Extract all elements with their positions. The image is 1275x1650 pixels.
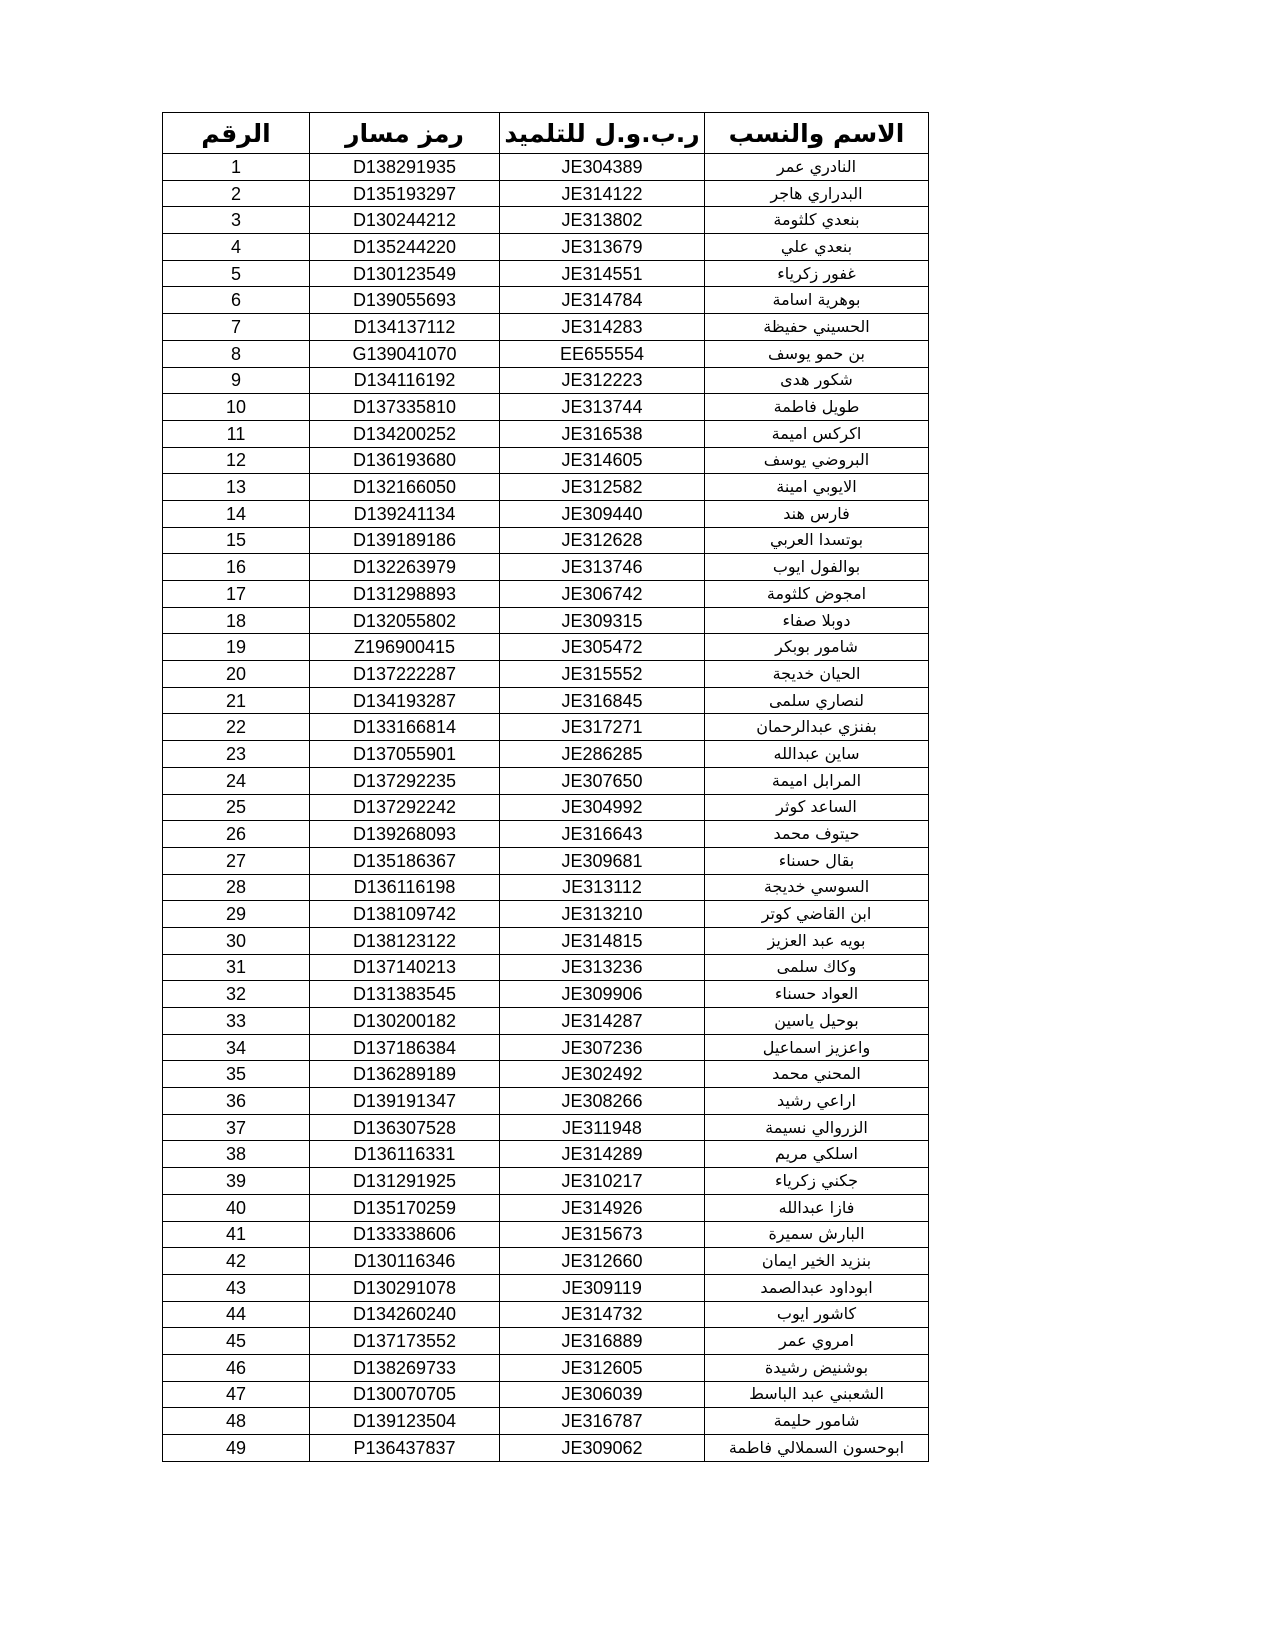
table-row [163, 581, 929, 608]
full-name-cell: الشعبني عبد الباسط [705, 1381, 929, 1408]
row-number-cell: 38 [163, 1141, 310, 1168]
row-number-cell: 8 [163, 340, 310, 367]
row-number-cell: 11 [163, 420, 310, 447]
massar-code-cell: D132166050 [310, 474, 500, 501]
full-name-cell: ساين عبدالله [705, 741, 929, 768]
table-row [163, 927, 929, 954]
table-row [163, 901, 929, 928]
student-id-cell: EE655554 [500, 340, 705, 367]
row-number-cell: 48 [163, 1408, 310, 1435]
massar-code-cell: D138291935 [310, 154, 500, 181]
massar-code-cell: D136193680 [310, 447, 500, 474]
row-number-cell: 14 [163, 500, 310, 527]
row-number-cell: 16 [163, 554, 310, 581]
massar-code-cell: D130116346 [310, 1248, 500, 1275]
massar-code-cell: D137292242 [310, 794, 500, 821]
student-id-cell: JE305472 [500, 634, 705, 661]
student-id-cell: JE313210 [500, 901, 705, 928]
table-row [163, 1274, 929, 1301]
full-name-cell: طويل فاطمة [705, 394, 929, 421]
full-name-cell: وكاك سلمى [705, 954, 929, 981]
row-number-cell: 44 [163, 1301, 310, 1328]
full-name-cell: شامور حليمة [705, 1408, 929, 1435]
full-name-cell: غفور زكرياء [705, 260, 929, 287]
full-name-cell: امروي عمر [705, 1328, 929, 1355]
full-name-cell: جكني زكرياء [705, 1168, 929, 1195]
full-name-cell: اراعي رشيد [705, 1088, 929, 1115]
student-id-cell: JE310217 [500, 1168, 705, 1195]
student-id-cell: JE313802 [500, 207, 705, 234]
full-name-cell: ابوحسون السملالي فاطمة [705, 1435, 929, 1462]
massar-code-cell: D138269733 [310, 1354, 500, 1381]
massar-code-cell: P136437837 [310, 1435, 500, 1462]
massar-code-cell: D137292235 [310, 767, 500, 794]
full-name-cell: ابوداود عبدالصمد [705, 1274, 929, 1301]
student-id-cell: JE316787 [500, 1408, 705, 1435]
massar-code-cell: D136289189 [310, 1061, 500, 1088]
student-id-cell: JE316538 [500, 420, 705, 447]
full-name-cell: النادري عمر [705, 154, 929, 181]
row-number-cell: 30 [163, 927, 310, 954]
student-id-cell: JE304992 [500, 794, 705, 821]
table-row [163, 180, 929, 207]
row-number-cell: 2 [163, 180, 310, 207]
massar-code-cell: D132263979 [310, 554, 500, 581]
table-row [163, 314, 929, 341]
student-id-cell: JE306039 [500, 1381, 705, 1408]
massar-code-cell: D130123549 [310, 260, 500, 287]
row-number-cell: 49 [163, 1435, 310, 1462]
massar-code-cell: D135193297 [310, 180, 500, 207]
table-row [163, 1008, 929, 1035]
massar-code-cell: D138123122 [310, 927, 500, 954]
table-row [163, 1114, 929, 1141]
massar-code-cell: D136116198 [310, 874, 500, 901]
row-number-cell: 28 [163, 874, 310, 901]
full-name-cell: الحيان خديجة [705, 661, 929, 688]
full-name-cell: الايوبي امينة [705, 474, 929, 501]
full-name-cell: كاشور ايوب [705, 1301, 929, 1328]
student-id-cell: JE309906 [500, 981, 705, 1008]
full-name-cell: بفنزي عبدالرحمان [705, 714, 929, 741]
row-number-cell: 3 [163, 207, 310, 234]
student-list-table [162, 112, 929, 1462]
massar-code-cell: D139055693 [310, 287, 500, 314]
row-number-cell: 6 [163, 287, 310, 314]
table-row [163, 794, 929, 821]
full-name-cell: الحسيني حفيظة [705, 314, 929, 341]
massar-code-cell: D130200182 [310, 1008, 500, 1035]
row-number-cell: 33 [163, 1008, 310, 1035]
row-number-cell: 23 [163, 741, 310, 768]
row-number-cell: 34 [163, 1034, 310, 1061]
table-row [163, 1034, 929, 1061]
table-row [163, 1221, 929, 1248]
table-row [163, 420, 929, 447]
student-id-cell: JE307650 [500, 767, 705, 794]
table-row [163, 1061, 929, 1088]
massar-code-cell: D134200252 [310, 420, 500, 447]
row-number-cell: 10 [163, 394, 310, 421]
full-name-cell: بقال حسناء [705, 847, 929, 874]
row-number-cell: 37 [163, 1114, 310, 1141]
massar-code-cell: D135170259 [310, 1194, 500, 1221]
massar-code-cell: D138109742 [310, 901, 500, 928]
massar-code-cell: D131298893 [310, 581, 500, 608]
massar-code-cell: D131291925 [310, 1168, 500, 1195]
student-id-cell: JE309315 [500, 607, 705, 634]
massar-code-cell: D137335810 [310, 394, 500, 421]
massar-code-cell: D133166814 [310, 714, 500, 741]
row-number-cell: 22 [163, 714, 310, 741]
full-name-cell: اكركس اميمة [705, 420, 929, 447]
table-row [163, 474, 929, 501]
table-row [163, 1088, 929, 1115]
row-number-cell: 47 [163, 1381, 310, 1408]
row-number-cell: 21 [163, 687, 310, 714]
full-name-cell: فازا عبدالله [705, 1194, 929, 1221]
student-id-cell: JE315673 [500, 1221, 705, 1248]
massar-code-cell: D134137112 [310, 314, 500, 341]
table-row [163, 767, 929, 794]
full-name-cell: واعزيز اسماعيل [705, 1034, 929, 1061]
table-row [163, 340, 929, 367]
student-id-cell: JE314605 [500, 447, 705, 474]
table-row [163, 1301, 929, 1328]
row-number-cell: 42 [163, 1248, 310, 1275]
full-name-cell: الزروالي نسيمة [705, 1114, 929, 1141]
table-row [163, 394, 929, 421]
table-row [163, 1168, 929, 1195]
full-name-cell: بوتسدا العربي [705, 527, 929, 554]
header-massar-code: رمز مسار [310, 113, 500, 154]
table-row [163, 1328, 929, 1355]
massar-code-cell: D131383545 [310, 981, 500, 1008]
row-number-cell: 26 [163, 821, 310, 848]
student-id-cell: JE314122 [500, 180, 705, 207]
row-number-cell: 15 [163, 527, 310, 554]
massar-code-cell: D139189186 [310, 527, 500, 554]
massar-code-cell: D132055802 [310, 607, 500, 634]
massar-code-cell: D134193287 [310, 687, 500, 714]
full-name-cell: بوهرية اسامة [705, 287, 929, 314]
massar-code-cell: D137173552 [310, 1328, 500, 1355]
row-number-cell: 27 [163, 847, 310, 874]
student-id-cell: JE314287 [500, 1008, 705, 1035]
table-row [163, 1435, 929, 1462]
student-id-cell: JE309681 [500, 847, 705, 874]
table-row [163, 1408, 929, 1435]
student-id-cell: JE313744 [500, 394, 705, 421]
table-row [163, 741, 929, 768]
table-row [163, 981, 929, 1008]
full-name-cell: السوسي خديجة [705, 874, 929, 901]
table-body [163, 154, 929, 1462]
full-name-cell: المحني محمد [705, 1061, 929, 1088]
student-id-cell: JE315552 [500, 661, 705, 688]
full-name-cell: فارس هند [705, 500, 929, 527]
student-id-cell: JE309062 [500, 1435, 705, 1462]
row-number-cell: 46 [163, 1354, 310, 1381]
student-id-cell: JE314815 [500, 927, 705, 954]
massar-code-cell: D137055901 [310, 741, 500, 768]
row-number-cell: 1 [163, 154, 310, 181]
row-number-cell: 12 [163, 447, 310, 474]
row-number-cell: 32 [163, 981, 310, 1008]
table-row [163, 447, 929, 474]
full-name-cell: المرابل اميمة [705, 767, 929, 794]
massar-code-cell: D134116192 [310, 367, 500, 394]
full-name-cell: الساعد كوثر [705, 794, 929, 821]
full-name-cell: ابن القاضي كوتر [705, 901, 929, 928]
table-row [163, 527, 929, 554]
student-id-cell: JE308266 [500, 1088, 705, 1115]
massar-code-cell: D137222287 [310, 661, 500, 688]
student-id-cell: JE316845 [500, 687, 705, 714]
student-id-cell: JE317271 [500, 714, 705, 741]
student-id-cell: JE307236 [500, 1034, 705, 1061]
massar-code-cell: D137186384 [310, 1034, 500, 1061]
row-number-cell: 18 [163, 607, 310, 634]
full-name-cell: بوالفول ايوب [705, 554, 929, 581]
row-number-cell: 41 [163, 1221, 310, 1248]
row-number-cell: 13 [163, 474, 310, 501]
row-number-cell: 40 [163, 1194, 310, 1221]
massar-code-cell: D130291078 [310, 1274, 500, 1301]
full-name-cell: البروضي يوسف [705, 447, 929, 474]
massar-code-cell: D139123504 [310, 1408, 500, 1435]
table-row [163, 714, 929, 741]
student-id-cell: JE314732 [500, 1301, 705, 1328]
table-row [163, 661, 929, 688]
table-row [163, 634, 929, 661]
full-name-cell: امجوض كلثومة [705, 581, 929, 608]
massar-code-cell: D135244220 [310, 234, 500, 261]
full-name-cell: بوحيل ياسين [705, 1008, 929, 1035]
row-number-cell: 7 [163, 314, 310, 341]
table-row [163, 874, 929, 901]
full-name-cell: لنصاري سلمى [705, 687, 929, 714]
full-name-cell: بنعدي علي [705, 234, 929, 261]
row-number-cell: 25 [163, 794, 310, 821]
student-id-cell: JE313236 [500, 954, 705, 981]
full-name-cell: بنعدي كلثومة [705, 207, 929, 234]
full-name-cell: حيتوف محمد [705, 821, 929, 848]
student-id-cell: JE316643 [500, 821, 705, 848]
full-name-cell: البدراري هاجر [705, 180, 929, 207]
student-id-cell: JE302492 [500, 1061, 705, 1088]
row-number-cell: 5 [163, 260, 310, 287]
row-number-cell: 17 [163, 581, 310, 608]
massar-code-cell: D139241134 [310, 500, 500, 527]
table-row [163, 607, 929, 634]
row-number-cell: 36 [163, 1088, 310, 1115]
massar-code-cell: D139191347 [310, 1088, 500, 1115]
table-row [163, 847, 929, 874]
student-id-cell: JE314551 [500, 260, 705, 287]
student-id-cell: JE313112 [500, 874, 705, 901]
massar-code-cell: D133338606 [310, 1221, 500, 1248]
student-id-cell: JE304389 [500, 154, 705, 181]
header-number: الرقم [163, 113, 310, 154]
massar-code-cell: D134260240 [310, 1301, 500, 1328]
table-row [163, 260, 929, 287]
table-row [163, 1354, 929, 1381]
student-id-cell: JE312582 [500, 474, 705, 501]
massar-code-cell: D137140213 [310, 954, 500, 981]
student-id-cell: JE312628 [500, 527, 705, 554]
row-number-cell: 35 [163, 1061, 310, 1088]
full-name-cell: شكور هدى [705, 367, 929, 394]
table-row [163, 367, 929, 394]
massar-code-cell: D136307528 [310, 1114, 500, 1141]
student-id-cell: JE314784 [500, 287, 705, 314]
header-full-name: الاسم والنسب [705, 113, 929, 154]
row-number-cell: 9 [163, 367, 310, 394]
full-name-cell: شامور بوبكر [705, 634, 929, 661]
massar-code-cell: D135186367 [310, 847, 500, 874]
full-name-cell: بن حمو يوسف [705, 340, 929, 367]
row-number-cell: 20 [163, 661, 310, 688]
row-number-cell: 19 [163, 634, 310, 661]
student-id-cell: JE314926 [500, 1194, 705, 1221]
student-id-cell: JE313679 [500, 234, 705, 261]
massar-code-cell: D136116331 [310, 1141, 500, 1168]
table-row [163, 154, 929, 181]
row-number-cell: 39 [163, 1168, 310, 1195]
row-number-cell: 31 [163, 954, 310, 981]
student-id-cell: JE311948 [500, 1114, 705, 1141]
student-id-cell: JE314289 [500, 1141, 705, 1168]
student-id-cell: JE312660 [500, 1248, 705, 1275]
student-id-cell: JE312223 [500, 367, 705, 394]
student-id-cell: JE286285 [500, 741, 705, 768]
massar-code-cell: D130070705 [310, 1381, 500, 1408]
row-number-cell: 45 [163, 1328, 310, 1355]
student-id-cell: JE309119 [500, 1274, 705, 1301]
full-name-cell: اسلكي مريم [705, 1141, 929, 1168]
table-row [163, 234, 929, 261]
table-row [163, 287, 929, 314]
student-id-cell: JE313746 [500, 554, 705, 581]
row-number-cell: 43 [163, 1274, 310, 1301]
student-id-cell: JE316889 [500, 1328, 705, 1355]
row-number-cell: 24 [163, 767, 310, 794]
student-id-cell: JE306742 [500, 581, 705, 608]
student-id-cell: JE314283 [500, 314, 705, 341]
student-id-cell: JE309440 [500, 500, 705, 527]
row-number-cell: 29 [163, 901, 310, 928]
table-row [163, 954, 929, 981]
massar-code-cell: D139268093 [310, 821, 500, 848]
row-number-cell: 4 [163, 234, 310, 261]
massar-code-cell: G139041070 [310, 340, 500, 367]
table-row [163, 207, 929, 234]
massar-code-cell: Z196900415 [310, 634, 500, 661]
table-row [163, 1141, 929, 1168]
full-name-cell: البارش سميرة [705, 1221, 929, 1248]
table-row [163, 1248, 929, 1275]
full-name-cell: العواد حسناء [705, 981, 929, 1008]
full-name-cell: بويه عبد العزيز [705, 927, 929, 954]
table-header-row [163, 113, 929, 154]
student-id-cell: JE312605 [500, 1354, 705, 1381]
full-name-cell: بوشنيض رشيدة [705, 1354, 929, 1381]
massar-code-cell: D130244212 [310, 207, 500, 234]
table-row [163, 500, 929, 527]
full-name-cell: بنزيد الخير ايمان [705, 1248, 929, 1275]
header-student-id: ر.ب.و.ل للتلميد [500, 113, 705, 154]
table-row [163, 821, 929, 848]
table-row [163, 1194, 929, 1221]
table-row [163, 554, 929, 581]
full-name-cell: دوبلا صفاء [705, 607, 929, 634]
table-row [163, 1381, 929, 1408]
table-row [163, 687, 929, 714]
